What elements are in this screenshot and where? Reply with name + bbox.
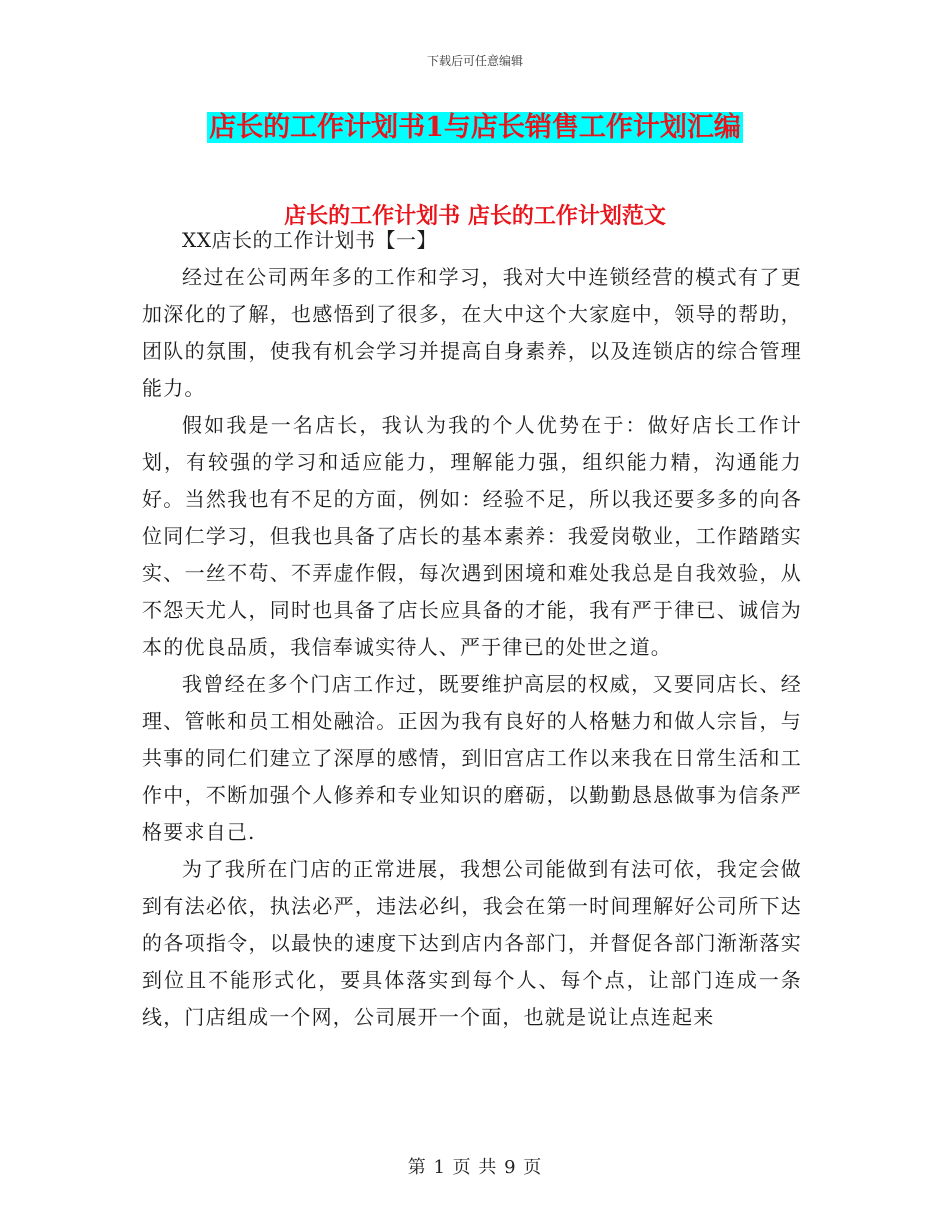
page-header-note: 下载后可任意编辑 (426, 54, 523, 68)
body-paragraph: 经过在公司两年多的工作和学习，我对大中连锁经营的模式有了更加深化的了解，也感悟到了很多，在大中这个大家庭中，领导的帮助，团队的氛围，使我有机会学习并提高自身素养，以及连锁店的综合管理能力。 (142, 265, 802, 400)
document-title-text: 店长的工作计划书1与店长销售工作计划汇编 (209, 112, 741, 143)
body-paragraph: 我曾经在多个门店工作过，既要维护高层的权威，又要同店长、经理、管帐和员工相处融洽。正因为我有良好的人格魅力和做人宗旨，与共事的同仁们建立了深厚的感情，到旧宫店工作以来我在日常生活和工作中，不断加强个人修养和专业知识的磨砺，以勤勤恳恳做事为信条严格要求自己. (142, 672, 802, 844)
document-title (0, 108, 950, 148)
body-paragraph: 假如我是一名店长，我认为我的个人优势在于：做好店长工作计划，有较强的学习和适应能力，理解能力强，组织能力精，沟通能力好。当然我也有不足的方面，例如：经验不足，所以我还要多多的向各位同仁学习，但我也具备了店长的基本素养：我爱岗敬业，工作踏踏实实、一丝不苟、不弄虚作假，每次遇到困境和难处我总是自我效验，从不怨天尤人，同时也具备了店长应具备的才能，我有严于律已、诚信为本的优良品质，我信奉诚实待人、严于律已的处世之道。 (142, 413, 802, 659)
body-paragraph: 为了我所在门店的正常进展，我想公司能做到有法可依，我定会做到有法必依，执法必严，违法必纠，我会在第一时间理解好公司所下达的各项指令，以最快的速度下达到店内各部门，并督促各部门渐渐落实到位且不能形式化，要具体落实到每个人、每个点，让部门连成一条线，门店组成一个网，公司展开一个面，也就是说让点连起来 (142, 857, 802, 1029)
page-number-footer: 第 1 页 共 9 页 (407, 1157, 543, 1178)
document-body (142, 222, 802, 1036)
section-label: XX店长的工作计划书【一】 (182, 228, 437, 252)
document-subtitle: 店长的工作计划书 店长的工作计划范文 (284, 203, 666, 229)
